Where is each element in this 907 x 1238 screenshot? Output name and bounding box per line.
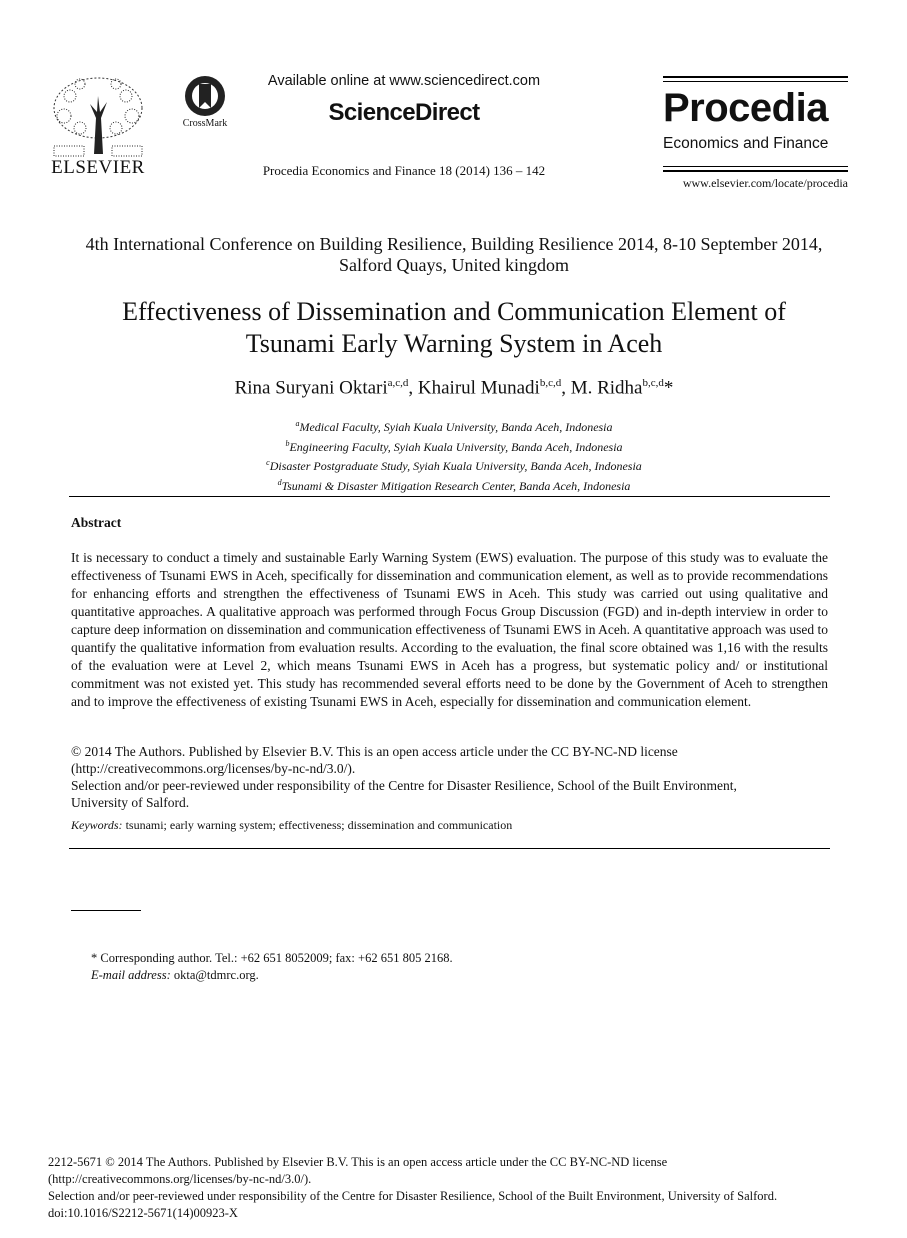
keywords-label: Keywords:: [71, 818, 123, 832]
conference-name: 4th International Conference on Building Resilience, Building Resilience 2014, 8-10 September 2014, Salford Quays, United kingdom: [85, 234, 823, 275]
crossmark-label: CrossMark: [182, 118, 228, 129]
journal-reference: Procedia Economics and Finance 18 (2014) 136 – 142: [262, 163, 546, 178]
license-link[interactable]: (http://creativecommons.org/licenses/by-nc-nd/3.0/).: [71, 761, 356, 776]
author-affil-sup: b,c,d: [539, 377, 562, 389]
abstract-bottom-rule: [69, 848, 830, 849]
email-label: E-mail address:: [91, 968, 171, 982]
corresponding-mark: *: [663, 377, 674, 399]
author-list: [60, 377, 848, 399]
author-affil-sup: a,c,d: [387, 377, 409, 389]
email-line: [91, 967, 453, 984]
journal-subtitle: Economics and Finance: [663, 135, 829, 152]
footer-issn-line: 2212-5671 © 2014 The Authors. Published by Elsevier B.V. This is an open access article under the CC BY-NC-ND license: [48, 1155, 668, 1169]
journal-brand: Procedia: [663, 86, 828, 130]
available-online-text: Available online at www.sciencedirect.com: [267, 73, 541, 89]
abstract-text: It is necessary to conduct a timely and sustainable Early Warning System (EWS) evaluation. The purpose of this study was to evaluate the effectiveness of Tsunami EWS in Aceh, specifically for dissemination and communication element, as well as to provide recommendations for enhancing efforts and strengthen the effectiveness of Tsunami EWS in Aceh. This study was carried out using qualitative and quantitative approaches. A qualitative approach was performed through Focus Group Discussion (FGD) and in-depth interview in order to capture deep information on dissemination and communication effectiveness of Tsunami EWS in Aceh. A quantitative approach was used to quantify the qualitative information from evaluation results. According to the evaluation, the final score obtained was 1,16 with the results of the evaluation were at Level 2, which means Tsunami EWS in Aceh has a progress, but systematic policy and/ or institutional commitment was not existed yet. This study has recommended several efforts need to be done by the Government of Aceh to strengthen and to improve the effectiveness of existing Tsunami EWS in Aceh, especially for dissemination and communication element.: [71, 550, 828, 709]
keywords-line: [71, 818, 828, 833]
footnote-rule: [71, 910, 141, 911]
author-name: Rina Suryani Oktari: [234, 377, 388, 399]
affiliation-item: $^a$Medical Faculty, Syiah Kuala University, Banda Aceh, Indonesia: [295, 419, 613, 434]
abstract-top-rule: [69, 496, 830, 497]
copyright-block: [71, 743, 828, 811]
affiliation-list: [60, 416, 848, 494]
footnote: [91, 950, 453, 984]
procedia-top-rule: [663, 76, 848, 78]
page-footer: [48, 1154, 848, 1222]
sciencedirect-wordmark: ScienceDirect: [328, 99, 480, 126]
title-line-2: Tsunami Early Warning System in Aceh: [245, 329, 663, 358]
review-line: University of Salford.: [71, 795, 190, 810]
keywords-values: tsunami; early warning system; effectiveness; dissemination and communication: [122, 818, 513, 832]
procedia-top-rule-thin: [663, 81, 848, 82]
copyright-line: © 2014 The Authors. Published by Elsevier B.V. This is an open access article under the CC BY-NC-ND license: [71, 744, 678, 759]
paper-title: [60, 296, 848, 360]
email-address[interactable]: okta@tdmrc.org.: [170, 968, 259, 982]
affiliation-item: $^d$Tsunami & Disaster Mitigation Research Center, Banda Aceh, Indonesia: [277, 477, 631, 493]
procedia-bottom-rule: [663, 170, 848, 172]
footer-doi[interactable]: doi:10.1016/S2212-5671(14)00923-X: [48, 1206, 238, 1220]
review-line: Selection and/or peer-reviewed under responsibility of the Centre for Disaster Resilience, School of the Built Environment,: [71, 778, 737, 793]
affiliation-item: $^b$Engineering Faculty, Syiah Kuala University, Banda Aceh, Indonesia: [285, 438, 623, 454]
author-sep: ,: [408, 377, 418, 399]
author-name: Khairul Munadi: [417, 377, 540, 399]
abstract-heading: Abstract: [71, 515, 122, 530]
author-affil-sup: b,c,d: [642, 377, 664, 389]
affiliation-item: $^c$Disaster Postgraduate Study, Syiah Kuala University, Banda Aceh, Indonesia: [266, 458, 642, 473]
publisher-name: ELSEVIER: [51, 157, 145, 178]
footer-review-line: Selection and/or peer-reviewed under responsibility of the Centre for Disaster Resilience, School of the Built Environment, University of Salford.: [48, 1189, 778, 1203]
procedia-bottom-rule-thin: [663, 166, 848, 167]
author-name: M. Ridha: [570, 377, 643, 399]
journal-url[interactable]: www.elsevier.com/locate/procedia: [682, 176, 848, 190]
author-sep: ,: [561, 377, 571, 399]
title-line-1: Effectiveness of Dissemination and Communication Element of: [122, 297, 786, 326]
corresponding-author: * Corresponding author. Tel.: +62 651 8052009; fax: +62 651 805 2168.: [91, 951, 453, 965]
footer-license-link[interactable]: (http://creativecommons.org/licenses/by-nc-nd/3.0/).: [48, 1172, 312, 1186]
